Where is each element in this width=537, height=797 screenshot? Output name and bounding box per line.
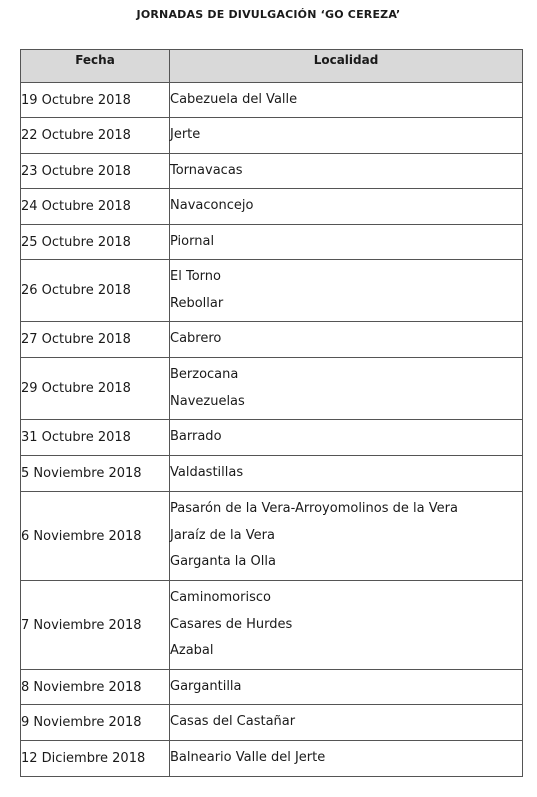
table-row	[21, 154, 523, 189]
localidad-cell	[170, 83, 523, 118]
table-header-row	[21, 50, 523, 83]
localidad-name: Cabrero	[170, 331, 222, 347]
localidad-cell	[170, 189, 523, 225]
table-row	[21, 456, 523, 492]
fecha-cell: 6 Noviembre 2018	[21, 492, 170, 581]
localidad-name: Garganta la Olla	[170, 554, 276, 570]
table-row	[21, 741, 523, 777]
fecha-cell: 8 Noviembre 2018	[21, 670, 170, 705]
localidad-name: Tornavacas	[170, 162, 243, 178]
table-row	[21, 420, 523, 456]
fecha-cell: 24 Octubre 2018	[21, 189, 170, 225]
table-row	[21, 225, 523, 260]
table-row	[21, 492, 523, 581]
table-row	[21, 118, 523, 154]
fecha-cell: 25 Octubre 2018	[21, 225, 170, 260]
table-body	[21, 83, 523, 777]
fecha-cell: 7 Noviembre 2018	[21, 581, 170, 670]
localidad-cell	[170, 581, 523, 670]
localidad-cell	[170, 225, 523, 260]
header-fecha: Fecha	[21, 50, 170, 83]
localidad-name: Berzocana	[170, 367, 239, 382]
localidad-cell	[170, 492, 523, 581]
localidad-name: Casas del Castañar	[170, 714, 296, 730]
document-title: JORNADAS DE DIVULGACIÓN ‘GO CEREZA’	[136, 8, 401, 21]
localidad-cell	[170, 322, 523, 358]
fecha-cell: 29 Octubre 2018	[21, 358, 170, 420]
fecha-cell: 31 Octubre 2018	[21, 420, 170, 456]
fecha-cell: 19 Octubre 2018	[21, 83, 170, 118]
table-row	[21, 83, 523, 118]
localidad-cell	[170, 741, 523, 777]
fecha-cell: 27 Octubre 2018	[21, 322, 170, 358]
localidad-cell	[170, 154, 523, 189]
localidad-name: Azabal	[170, 643, 214, 659]
table-row	[21, 670, 523, 705]
localidad-name: Gargantilla	[170, 678, 242, 694]
table-row	[21, 358, 523, 420]
localidad-name: Navaconcejo	[170, 198, 254, 214]
localidad-name: Barrado	[170, 429, 222, 445]
localidad-cell	[170, 118, 523, 154]
fecha-cell: 26 Octubre 2018	[21, 260, 170, 322]
localidad-name: Rebollar	[170, 295, 224, 311]
table-row	[21, 260, 523, 322]
localidad-cell	[170, 670, 523, 705]
localidad-name: Valdastillas	[170, 465, 244, 481]
localidad-cell	[170, 358, 523, 420]
localidad-cell	[170, 456, 523, 492]
localidad-name: Jerte	[170, 127, 201, 143]
table-row	[21, 581, 523, 670]
localidad-name: El Torno	[170, 269, 221, 284]
fecha-cell: 23 Octubre 2018	[21, 154, 170, 189]
fecha-cell: 5 Noviembre 2018	[21, 456, 170, 492]
localidad-name: Balneario Valle del Jerte	[170, 750, 326, 766]
localidad-name: Caminomorisco	[170, 590, 271, 606]
schedule-table	[20, 49, 523, 777]
localidad-name: Navezuelas	[170, 393, 245, 409]
localidad-name: Casares de Hurdes	[170, 616, 293, 632]
table-row	[21, 705, 523, 741]
table-row	[21, 322, 523, 358]
table-row	[21, 189, 523, 225]
localidad-cell	[170, 260, 523, 322]
fecha-cell: 9 Noviembre 2018	[21, 705, 170, 741]
localidad-name: Cabezuela del Valle	[170, 91, 298, 107]
localidad-name: Pasarón de la Vera-Arroyomolinos de la Vera	[170, 501, 458, 517]
localidad-name: Jaraíz de la Vera	[170, 527, 275, 543]
localidad-cell	[170, 420, 523, 456]
header-localidad: Localidad	[170, 50, 523, 83]
fecha-cell: 12 Diciembre 2018	[21, 741, 170, 777]
localidad-name: Piornal	[170, 233, 215, 249]
localidad-cell	[170, 705, 523, 741]
fecha-cell: 22 Octubre 2018	[21, 118, 170, 154]
